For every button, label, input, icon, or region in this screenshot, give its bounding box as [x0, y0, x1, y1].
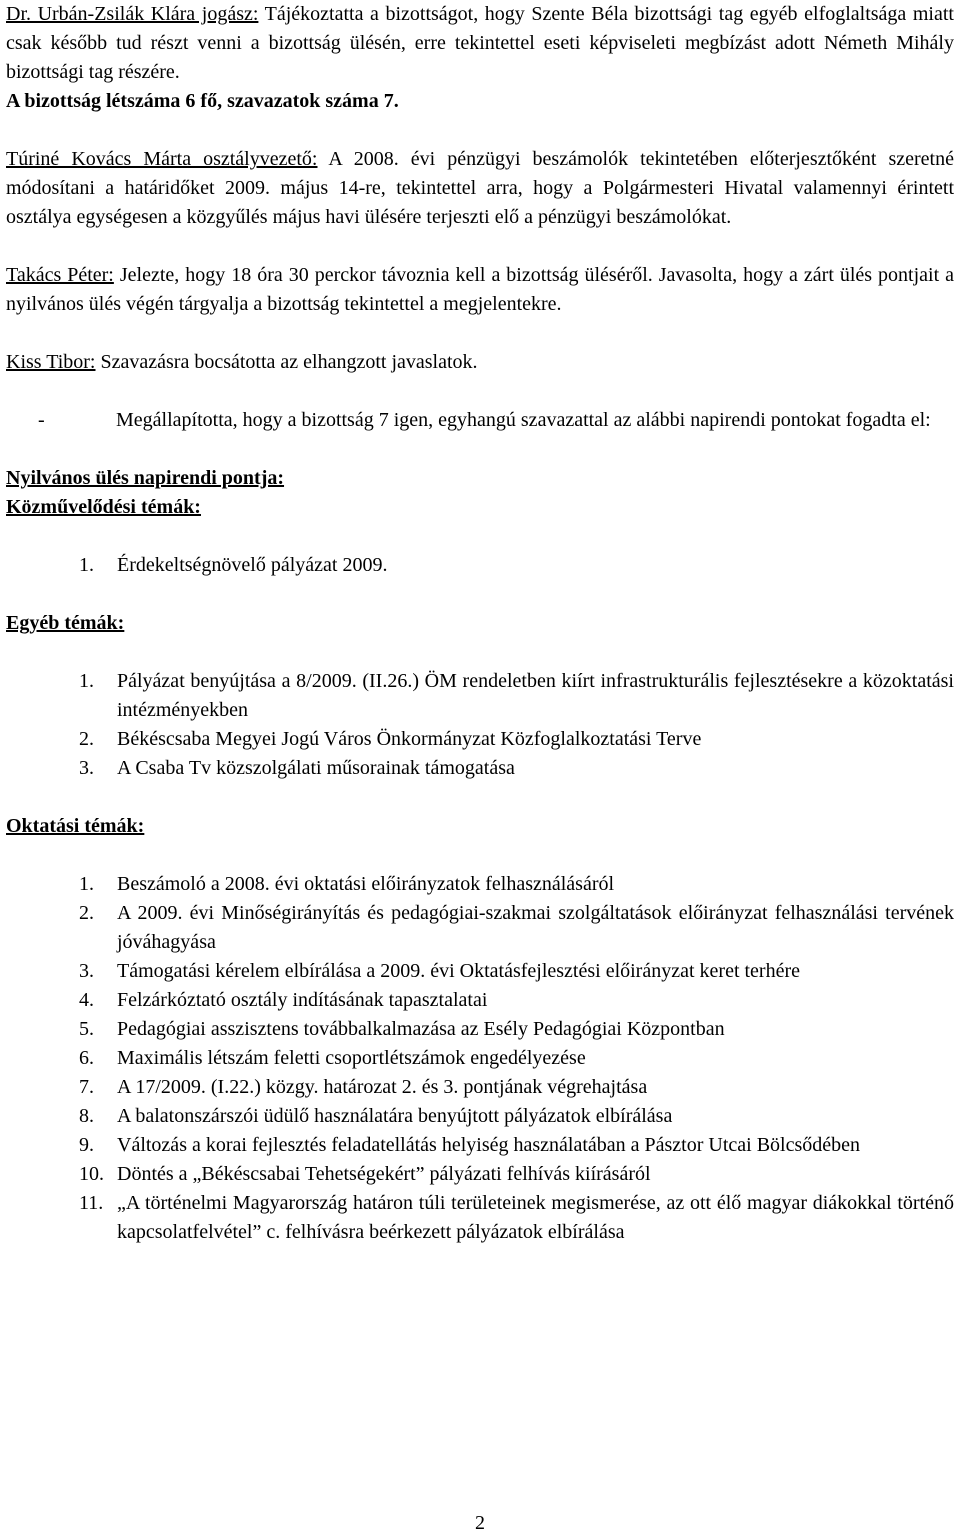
- speaker-kiss: Kiss Tibor:: [6, 351, 96, 373]
- item-number: 9.: [79, 1134, 94, 1156]
- list-item: [6, 1160, 954, 1189]
- item-number: 7.: [79, 1076, 94, 1098]
- item-text: „A történelmi Magyarország határon túli területeinek megismerése, az ott élő magyar diákokkal történő kapcsolatfelvétel” c. felhívásra beérkezett pályázatok elbírálása: [117, 1192, 954, 1243]
- item-number: 6.: [79, 1047, 94, 1069]
- item-text: Beszámoló a 2008. évi oktatási előirányzatok felhasználásáról: [117, 873, 615, 895]
- dash-marker: -: [38, 409, 45, 431]
- decision-text: Megállapította, hogy a bizottság 7 igen, egyhangú szavazattal az alábbi napirendi pontokat fogadta el:: [116, 409, 931, 431]
- other-list: [6, 667, 954, 783]
- item-text: Változás a korai fejlesztés feladatellátás helyiség használatában a Pásztor Utcai Bölcsődében: [117, 1134, 861, 1156]
- item-text: Maximális létszám feletti csoportlétszámok engedélyezése: [117, 1047, 586, 1069]
- list-item: [6, 1131, 954, 1160]
- paragraph-urban-zsilak: [6, 0, 954, 87]
- item-text: A balatonszárszói üdülő használatára benyújtott pályázatok elbírálása: [117, 1105, 673, 1127]
- item-text: Pályázat benyújtása a 8/2009. (II.26.) ÖM rendeletben kiírt infrastrukturális fejlesztésekre a közoktatási intézményekben: [117, 670, 954, 721]
- list-item: [6, 1102, 954, 1131]
- speaker-takacs: Takács Péter:: [6, 264, 114, 286]
- item-text: A 2009. évi Minőségirányítás és pedagógiai-szakmai szolgáltatások előirányzat felhasználási tervének jóváhagyása: [117, 902, 954, 953]
- item-number: 11.: [79, 1192, 104, 1214]
- item-number: 8.: [79, 1105, 94, 1127]
- item-number: 1.: [79, 554, 94, 576]
- paragraph-text: A 2008. évi pénzügyi beszámolók tekintetében előterjesztőként szeretné módosítani a határidőket 2009. május 14-re, tekintettel arra, hogy a Polgármesteri Hivatal valamennyi érintett osztálya egységesen a közgyűlés május havi ülésére terjeszti elő a pénzügyi beszámolókat.: [6, 148, 954, 228]
- item-number: 3.: [79, 757, 94, 779]
- item-number: 2.: [79, 902, 94, 924]
- item-number: 10.: [79, 1163, 104, 1185]
- list-item: [6, 1044, 954, 1073]
- item-text: A Csaba Tv közszolgálati műsorainak támogatása: [117, 757, 515, 779]
- list-item: [6, 986, 954, 1015]
- item-number: 2.: [79, 728, 94, 750]
- item-number: 5.: [79, 1018, 94, 1040]
- page-number: 2: [475, 1512, 485, 1534]
- item-text: Támogatási kérelem elbírálása a 2009. évi Oktatásfejlesztési előirányzat keret terhére: [117, 960, 801, 982]
- agenda-title: Nyilvános ülés napirendi pontja:: [6, 467, 285, 489]
- education-list: [6, 870, 954, 1247]
- item-text: Érdekeltségnövelő pályázat 2009.: [117, 554, 388, 576]
- document-page: [6, 0, 954, 1247]
- item-number: 3.: [79, 960, 94, 982]
- list-item: [6, 551, 954, 580]
- decision-bullet: [6, 406, 954, 435]
- item-number: 1.: [79, 873, 94, 895]
- list-item: [6, 754, 954, 783]
- item-text: Felzárkóztató osztály indításának tapasztalatai: [117, 989, 488, 1011]
- education-heading: Oktatási témák:: [6, 815, 145, 837]
- item-text: Békéscsaba Megyei Jogú Város Önkormányzat Közfoglalkoztatási Terve: [117, 728, 702, 750]
- other-heading: Egyéb témák:: [6, 612, 125, 634]
- item-number: 1.: [79, 670, 94, 692]
- culture-list: [6, 551, 954, 580]
- item-text: Döntés a „Békéscsabai Tehetségekért” pályázati felhívás kiírásáról: [117, 1163, 651, 1185]
- paragraph-kiss: [6, 348, 954, 377]
- paragraph-text: Tájékoztatta a bizottságot, hogy Szente Béla bizottsági tag egyéb elfoglaltsága miatt csak később tud részt venni a bizottság ülésén, erre tekintettel eseti képviseleti megbízást adott Németh Mihály bizottsági tag részére.: [6, 3, 954, 83]
- paragraph-text: Jelezte, hogy 18 óra 30 perckor távoznia kell a bizottság üléséről. Javasolta, hogy a zárt ülés pontjait a nyilvános ülés végén tárgyalja a bizottság tekintettel a megjelentekre.: [6, 264, 955, 315]
- list-item: [6, 899, 954, 957]
- speaker-turine: Túriné Kovács Márta osztályvezető:: [6, 148, 318, 170]
- list-item: [6, 1015, 954, 1044]
- list-item: [6, 957, 954, 986]
- list-item: [6, 1189, 954, 1247]
- paragraph-text: Szavazásra bocsátotta az elhangzott javaslatok.: [95, 351, 478, 373]
- paragraph-takacs: [6, 261, 954, 319]
- list-item: [6, 725, 954, 754]
- list-item: [6, 1073, 954, 1102]
- culture-heading: Közművelődési témák:: [6, 496, 201, 518]
- item-number: 4.: [79, 989, 94, 1011]
- item-text: A 17/2009. (I.22.) közgy. határozat 2. és 3. pontjának végrehajtása: [117, 1076, 648, 1098]
- list-item: [6, 870, 954, 899]
- item-text: Pedagógiai asszisztens továbbalkalmazása az Esély Pedagógiai Központban: [117, 1018, 725, 1040]
- paragraph-turine: [6, 145, 954, 232]
- quorum-statement: A bizottság létszáma 6 fő, szavazatok száma 7.: [6, 90, 399, 112]
- list-item: [6, 667, 954, 725]
- speaker-urban-zsilak: Dr. Urbán-Zsilák Klára jogász:: [6, 3, 259, 25]
